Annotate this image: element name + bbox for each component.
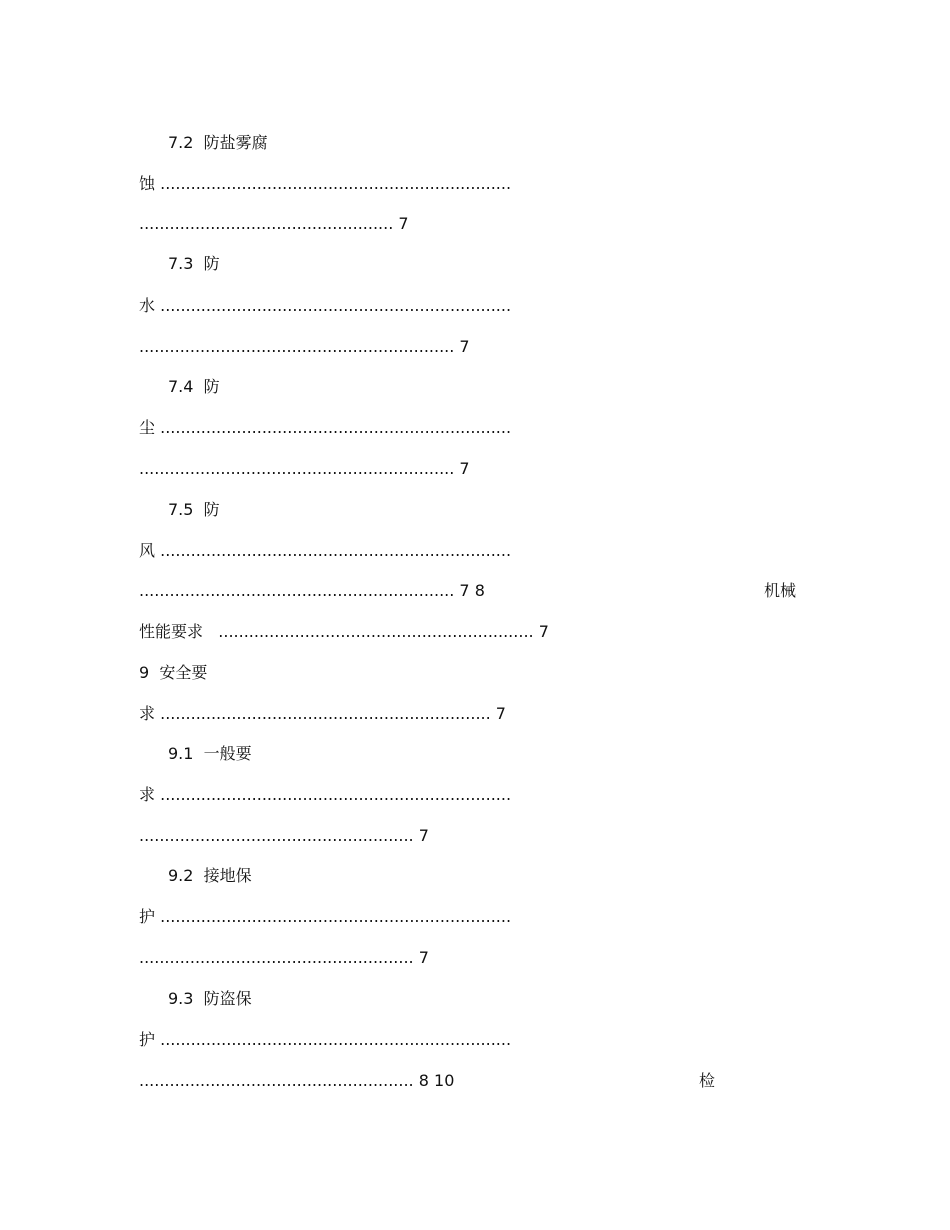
toc-leader-line: [139, 581, 485, 601]
toc-leader-line: [139, 214, 409, 234]
section-title: 防: [203, 254, 220, 273]
toc-leader-line: [139, 785, 511, 805]
dot-leader: .....................................................................: [160, 174, 512, 193]
section-title: 防盐雾腐: [203, 133, 268, 152]
toc-heading-9-1[interactable]: [168, 744, 252, 764]
page-number: 7: [495, 704, 506, 723]
dot-leader: .....................................................................: [160, 1030, 512, 1049]
section-number: 9.3: [168, 989, 194, 1008]
section-title: 水: [139, 296, 156, 315]
page-number: 7: [418, 826, 429, 845]
section-title: 尘: [139, 418, 156, 437]
toc-leader-line: [139, 541, 511, 561]
dot-leader: ......................................................: [139, 826, 414, 845]
page-number: 7: [538, 622, 549, 641]
section-title: 接地保: [203, 866, 252, 885]
toc-heading-7-2[interactable]: [168, 133, 268, 153]
dot-leader: ..............................................................: [139, 581, 455, 600]
toc-leader-line: [139, 622, 549, 642]
section-number: 9.1: [168, 744, 194, 763]
toc-leader-line: [139, 948, 429, 968]
toc-leader-line: [139, 1071, 454, 1091]
dot-leader: .....................................................................: [160, 541, 512, 560]
section-title: 求: [139, 785, 156, 804]
page-number: 8: [418, 1071, 429, 1090]
page-number: 7: [398, 214, 409, 233]
toc-heading-10[interactable]: [699, 1071, 715, 1091]
page-number: 7: [418, 948, 429, 967]
toc-heading-7-5[interactable]: [168, 500, 220, 520]
section-number: 7.4: [168, 377, 194, 396]
section-title: 风: [139, 541, 156, 560]
toc-heading-9-3[interactable]: [168, 989, 252, 1009]
dot-leader: ..............................................................: [139, 337, 455, 356]
toc-leader-line: [139, 296, 511, 316]
section-title: 蚀: [139, 174, 156, 193]
section-number: 9: [139, 663, 150, 682]
toc-leader-line: [139, 174, 511, 194]
section-title: 一般要: [203, 744, 252, 763]
page-number: 7: [459, 337, 470, 356]
page-number: 7: [459, 581, 470, 600]
toc-leader-line: [139, 418, 511, 438]
dot-leader: .....................................................................: [160, 785, 512, 804]
section-title: 防盗保: [203, 989, 252, 1008]
section-title: 机械: [764, 581, 797, 600]
page-number: 7: [459, 459, 470, 478]
section-number: 7.5: [168, 500, 194, 519]
toc-heading-9-2[interactable]: [168, 866, 252, 886]
dot-leader: ......................................................: [139, 948, 414, 967]
toc-leader-line: [139, 907, 511, 927]
dot-leader: .....................................................................: [160, 296, 512, 315]
section-number: 7.3: [168, 254, 194, 273]
dot-leader: .................................................................: [160, 704, 491, 723]
section-title: 护: [139, 907, 156, 926]
section-title: 安全要: [159, 663, 208, 682]
section-title: 检: [699, 1071, 716, 1090]
toc-heading-9[interactable]: [139, 663, 207, 683]
toc-leader-line: [139, 459, 470, 479]
toc-leader-line: [139, 1030, 511, 1050]
section-title: 护: [139, 1030, 156, 1049]
section-number: 9.2: [168, 866, 194, 885]
toc-heading-7-3[interactable]: [168, 254, 220, 274]
section-number: 8: [474, 581, 485, 600]
toc-leader-line: [139, 704, 506, 724]
dot-leader: .....................................................................: [160, 418, 512, 437]
section-title: 防: [203, 500, 220, 519]
section-title: 求: [139, 704, 156, 723]
toc-heading-7-4[interactable]: [168, 377, 220, 397]
toc-leader-line: [139, 337, 470, 357]
dot-leader: ..............................................................: [139, 459, 455, 478]
section-title: 性能要求: [139, 622, 204, 641]
dot-leader: ......................................................: [139, 1071, 414, 1090]
section-number: 7.2: [168, 133, 194, 152]
dot-leader: ..................................................: [139, 214, 394, 233]
section-number: 10: [434, 1071, 455, 1090]
dot-leader: .....................................................................: [160, 907, 512, 926]
toc-leader-line: [139, 826, 429, 846]
dot-leader: ..............................................................: [218, 622, 534, 641]
toc-heading-8[interactable]: [764, 581, 796, 601]
section-title: 防: [203, 377, 220, 396]
